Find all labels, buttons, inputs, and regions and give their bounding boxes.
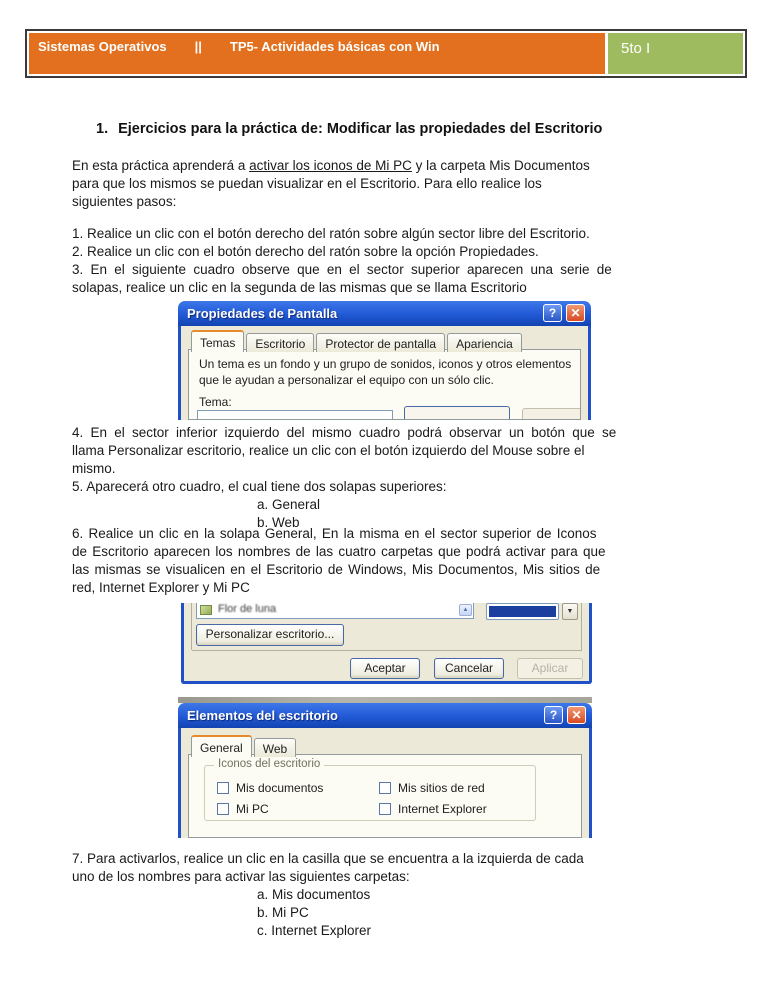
checkbox-label: Mis documentos	[236, 781, 324, 795]
checkbox-internet-explorer[interactable]	[379, 802, 487, 816]
checkbox-mi-pc[interactable]	[217, 802, 269, 816]
step-2: 2. Realice un clic con el botón derecho del ratón sobre la opción Propiedades.	[72, 244, 539, 259]
color-swatch	[489, 606, 556, 617]
header-group-block	[608, 33, 743, 74]
close-icon[interactable]: ✕	[567, 706, 586, 724]
checkbox-icon[interactable]	[217, 782, 229, 794]
steps-4-5	[72, 424, 616, 532]
step-7-item-b: b. Mi PC	[257, 905, 309, 920]
checkbox-label: Internet Explorer	[398, 802, 487, 816]
header-group-label: 5to I	[621, 40, 651, 57]
screenshot-elementos-escritorio	[178, 697, 592, 838]
step-1: 1. Realice un clic con el botón derecho del ratón sobre algún sector libre del Escritorio.	[72, 226, 590, 241]
intro-pre: En esta práctica aprenderá a	[72, 158, 250, 173]
intro-post: y la carpeta Mis Documentos	[411, 158, 590, 173]
step-6-line-2: de Escritorio aparecen los nombres de las cuatro carpetas que podrá activar para que	[72, 544, 606, 559]
scroll-up-icon[interactable]: ▲	[459, 604, 472, 616]
aplicar-button: Aplicar	[517, 658, 583, 679]
step-6-line-3: las mismas se visualicen en el Escritorio de Windows, Mis Documentos, Mis sitios de	[72, 562, 601, 577]
background-listbox-partial[interactable]	[196, 603, 474, 619]
aceptar-button[interactable]: Aceptar	[350, 658, 420, 679]
dialog3-body	[178, 728, 592, 838]
tab-protector-de-pantalla[interactable]: Protector de pantalla	[316, 333, 445, 352]
theme-description-line: que le ayudan a personalizar el equipo con un sólo clic.	[199, 373, 494, 387]
step-7-line-1: 7. Para activarlos, realice un clic en la casilla que se encuentra a la izquierda de cada	[72, 851, 584, 866]
dialog3-titlebar	[178, 703, 592, 728]
dropdown-arrow-icon[interactable]: ▼	[562, 603, 578, 620]
dialog2-body	[181, 603, 592, 684]
dialog1-titlebar	[178, 301, 591, 326]
step-6-line-4: red, Internet Explorer y Mi PC	[72, 580, 250, 595]
dialog1-tabs	[191, 330, 524, 352]
theme-description-line: Un tema es un fondo y un grupo de sonidos, iconos y otros elementos	[199, 357, 572, 371]
tab-temas[interactable]: Temas	[191, 330, 244, 352]
panel-edge	[191, 603, 192, 650]
partial-button-disabled	[522, 408, 581, 420]
dialog1-tab-panel	[188, 349, 581, 420]
groupbox-label: Iconos del escritorio	[214, 758, 324, 770]
checkbox-icon[interactable]	[217, 803, 229, 815]
step-5: 5. Aparecerá otro cuadro, el cual tiene dos solapas superiores:	[72, 479, 447, 494]
dialog3-tab-panel	[188, 754, 582, 838]
help-icon[interactable]: ?	[544, 706, 563, 724]
step-4-line-1: 4. En el sector inferior izquierdo del mismo cuadro podrá observar un botón que se	[72, 425, 617, 440]
checkbox-mis-sitios-de-red[interactable]	[379, 781, 485, 795]
text-line	[72, 157, 590, 175]
header-course: Sistemas Operativos	[38, 39, 167, 54]
exercise-heading	[96, 121, 602, 137]
color-combobox[interactable]	[486, 603, 559, 620]
intro-underlined-phrase: activar los iconos de Mi PC	[249, 158, 412, 173]
header-banner	[25, 29, 747, 78]
step-3-line-1: 3. En el siguiente cuadro observe que en el sector superior aparecen una serie de	[72, 262, 612, 277]
screenshot-personalizar-escritorio	[181, 603, 592, 684]
personalizar-escritorio-button[interactable]: Personalizar escritorio...	[196, 624, 344, 646]
step-6-line-1: 6. Realice un clic en la solapa General, En la misma en el sector superior de Iconos	[72, 526, 597, 541]
tab-web[interactable]: Web	[254, 738, 296, 757]
tema-label: Tema:	[199, 395, 232, 409]
checkbox-icon[interactable]	[379, 782, 391, 794]
step-3-line-2: solapas, realice un clic en la segunda de las mismas que se llama Escritorio	[72, 280, 527, 295]
heading-text: Ejercicios para la práctica de: Modificar las propiedades del Escritorio	[118, 121, 603, 137]
tab-general[interactable]: General	[191, 735, 252, 757]
checkbox-icon[interactable]	[379, 803, 391, 815]
screenshot-propiedades-pantalla	[178, 301, 591, 420]
dialog1-title: Propiedades de Pantalla	[187, 306, 338, 321]
wallpaper-icon	[200, 605, 212, 615]
step-7-item-a: a. Mis documentos	[257, 887, 371, 902]
step-5-item-b: b. Web	[257, 515, 300, 530]
heading-number: 1.	[96, 121, 109, 137]
theme-dropdown-partial[interactable]	[197, 410, 393, 420]
step-4-line-3: mismo.	[72, 461, 116, 476]
step-7-line-2: uno de los nombres para activar las siguientes carpetas:	[72, 869, 410, 884]
text-line: para que los mismos se puedan visualizar en el Escritorio. Para ello realice los	[72, 176, 542, 191]
checkbox-label: Mi PC	[236, 802, 269, 816]
step-4-line-2: llama Personalizar escritorio, realice un clic con el botón izquierdo del Mouse sobre el	[72, 443, 585, 458]
dialog3-tabs	[191, 735, 298, 757]
text-line: siguientes pasos:	[72, 194, 177, 209]
panel-edge	[581, 603, 582, 650]
header-separator: ||	[194, 39, 202, 54]
step-7	[72, 850, 584, 940]
wallpaper-list-item[interactable]: Flor de luna	[218, 603, 277, 615]
close-icon[interactable]: ✕	[566, 304, 585, 322]
tab-apariencia[interactable]: Apariencia	[447, 333, 522, 352]
checkbox-label: Mis sitios de red	[398, 781, 485, 795]
dialog1-body	[178, 326, 591, 420]
help-icon[interactable]: ?	[543, 304, 562, 322]
partial-button[interactable]	[404, 406, 510, 420]
cancelar-button[interactable]: Cancelar	[434, 658, 504, 679]
tab-escritorio[interactable]: Escritorio	[246, 333, 314, 352]
intro-paragraph	[72, 157, 590, 211]
steps-1-3	[72, 225, 612, 297]
step-6	[72, 525, 606, 597]
dialog3-title: Elementos del escritorio	[187, 708, 338, 723]
header-tp-title: TP5- Actividades básicas con Win	[229, 39, 440, 54]
panel-edge	[192, 650, 582, 651]
step-5-item-a: a. General	[257, 497, 321, 512]
step-7-item-c: c. Internet Explorer	[257, 923, 372, 938]
header-course-block	[29, 33, 605, 74]
checkbox-mis-documentos[interactable]	[217, 781, 323, 795]
